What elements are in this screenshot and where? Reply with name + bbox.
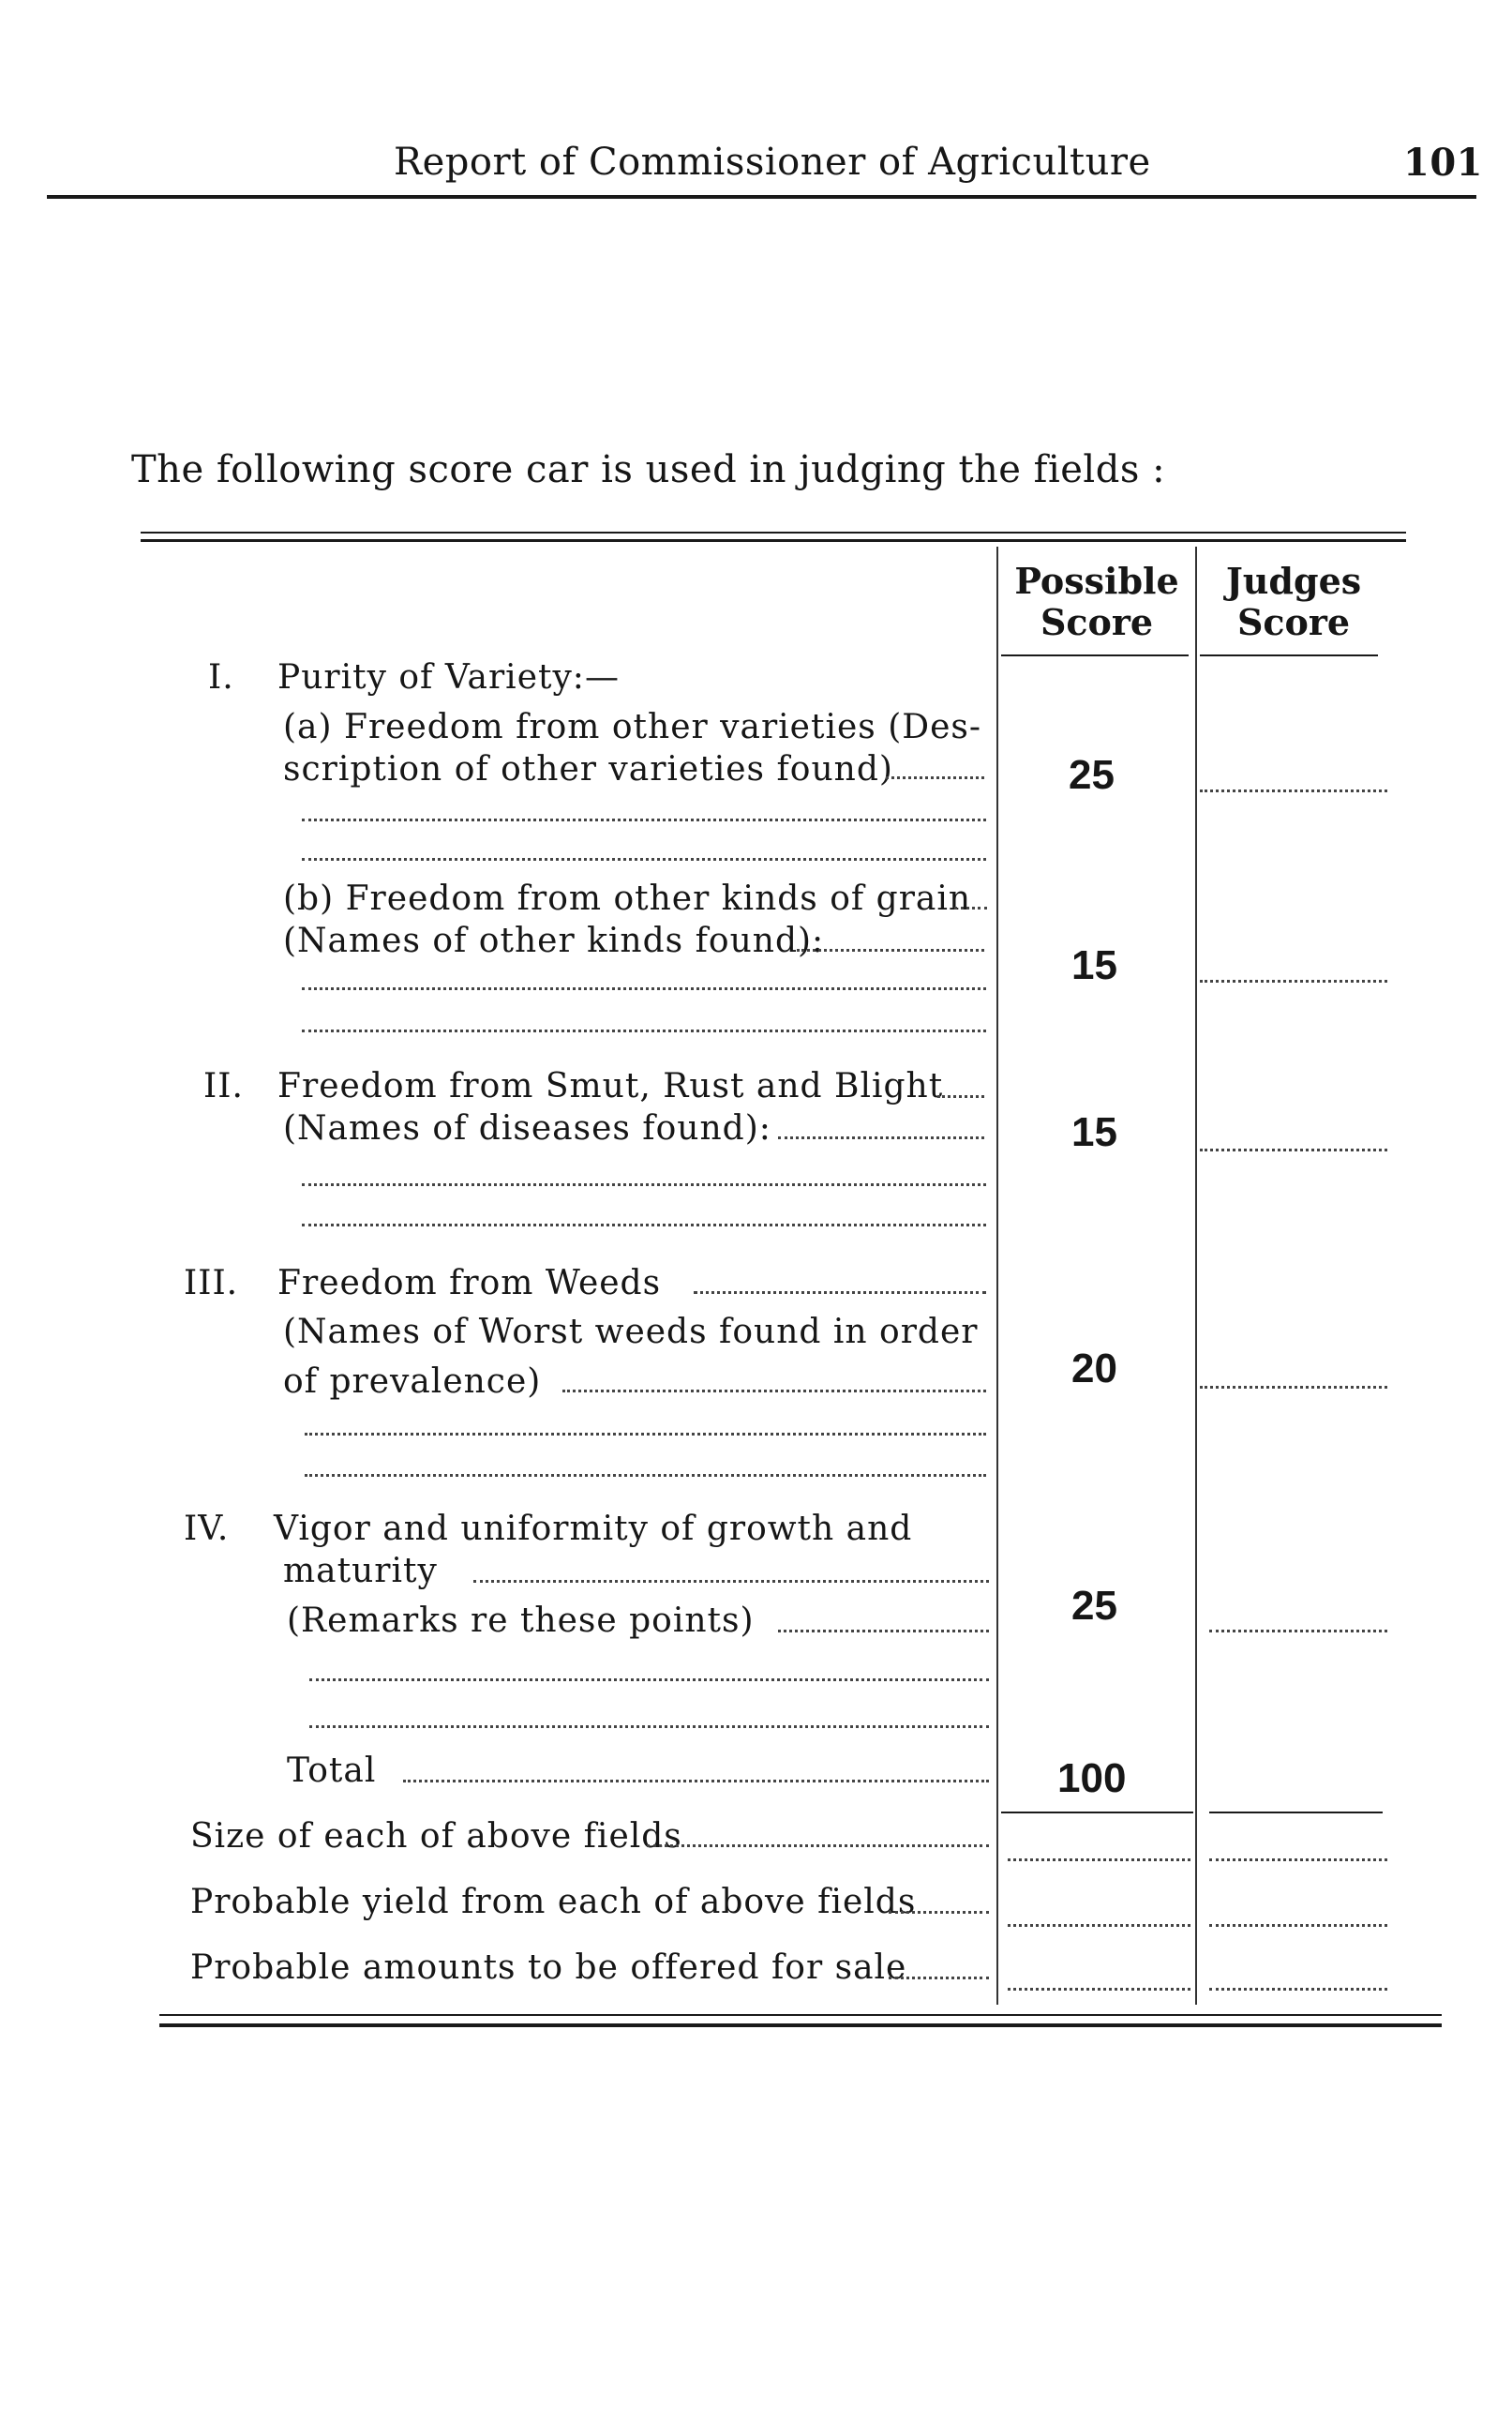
section-1b-blank-line-1 [302,987,986,990]
table-bottom-rule-1 [159,2014,1442,2016]
section-1b-line1: (b) Freedom from other kinds of grain [283,880,972,918]
judges-header-rule [1200,654,1378,656]
section-1a-leader [886,776,984,779]
row-size-leader [647,1844,989,1847]
possible-header-rule [1001,654,1189,656]
section-3-judges-score [1200,1386,1387,1389]
section-2-leader-1 [937,1095,984,1098]
section-3-line3: of prevalence) [283,1362,542,1401]
row-size-label: Size of each of above fields [190,1817,682,1856]
section-2-line1: Freedom from Smut, Rust and Blight [277,1067,944,1105]
section-1a-blank-line-1 [302,819,986,821]
total-possible-score: 100 [1057,1755,1127,1801]
table-top-rule-1 [141,532,1406,534]
section-1b-blank-line-2 [302,1030,986,1032]
section-2-possible-score: 15 [1071,1109,1117,1155]
section-2-judges-score [1200,1149,1387,1151]
section-3-numeral: III. [184,1264,239,1302]
row-sale-leader [889,1977,989,1979]
section-2-numeral: II. [203,1067,244,1105]
total-label: Total [287,1752,377,1790]
header-rule [47,195,1476,199]
section-3-blank-line-2 [305,1474,986,1477]
row-sale-judges [1209,1988,1387,1991]
section-4-line1: Vigor and uniformity of growth and [274,1510,913,1548]
row-yield-possible [1008,1924,1190,1927]
section-1a-possible-score: 25 [1069,752,1115,798]
section-1a-blank-line-2 [302,858,986,861]
section-1a-line1: (a) Freedom from other varieties (Des- [283,708,982,746]
possible-header-line1: Possible [1014,560,1179,602]
section-4-blank-line-2 [309,1725,989,1728]
section-1-numeral: I. [208,658,234,697]
section-3-leader-1 [694,1291,986,1294]
judges-score-header [1200,561,1387,643]
column-divider-left [996,547,998,2005]
section-2-blank-line-2 [302,1224,986,1226]
section-3-leader-2 [562,1390,986,1392]
judges-header-line2: Score [1236,601,1351,643]
section-4-possible-score: 25 [1071,1583,1117,1629]
running-header-title: Report of Commissioner of Agriculture [394,141,1151,184]
section-4-line2: maturity [283,1552,438,1590]
table-bottom-rule-2 [159,2023,1442,2027]
row-yield-label: Probable yield from each of above fields [190,1883,917,1921]
row-yield-leader [889,1911,989,1914]
judges-header-line1: Judges [1225,560,1362,602]
intro-sentence: The following score car is used in judging the fields : [131,448,1166,491]
section-4-leader-2 [778,1630,989,1632]
section-1b-possible-score: 15 [1071,942,1117,988]
row-size-possible [1008,1858,1190,1861]
section-4-judges-score [1209,1630,1387,1632]
section-4-numeral: IV. [184,1510,230,1548]
row-size-judges [1209,1858,1387,1861]
section-1b-line2: (Names of other kinds found): [283,922,825,960]
section-1b-judges-score [1200,980,1387,983]
row-sale-possible [1008,1988,1190,1991]
table-top-rule-2 [141,539,1406,542]
section-1b-leader-1 [954,907,987,910]
section-3-line1: Freedom from Weeds [277,1264,662,1302]
section-3-line2: (Names of Worst weeds found in order [283,1313,979,1351]
section-2-line2: (Names of diseases found): [283,1109,771,1148]
section-1a-line2: scription of other varieties found) [283,750,893,789]
section-4-line3: (Remarks re these points) [287,1601,755,1640]
column-divider-right [1195,547,1197,2005]
row-yield-judges [1209,1924,1387,1927]
section-1-title: Purity of Variety:— [277,658,620,697]
section-4-blank-line-1 [309,1678,989,1681]
section-2-blank-line-1 [302,1183,986,1186]
section-3-blank-line-1 [305,1433,986,1436]
section-3-possible-score: 20 [1071,1346,1117,1391]
section-1b-leader-2 [797,949,984,952]
section-4-leader-1 [473,1580,989,1583]
total-judges-rule [1209,1812,1383,1813]
possible-score-header [1003,561,1190,643]
possible-header-line2: Score [1040,601,1154,643]
section-2-leader-2 [778,1136,984,1139]
total-leader [403,1780,989,1782]
page-number: 101 [1403,141,1483,185]
row-sale-label: Probable amounts to be offered for sale [190,1948,907,1987]
total-possible-rule [1001,1812,1193,1813]
section-1a-judges-score [1200,789,1387,792]
